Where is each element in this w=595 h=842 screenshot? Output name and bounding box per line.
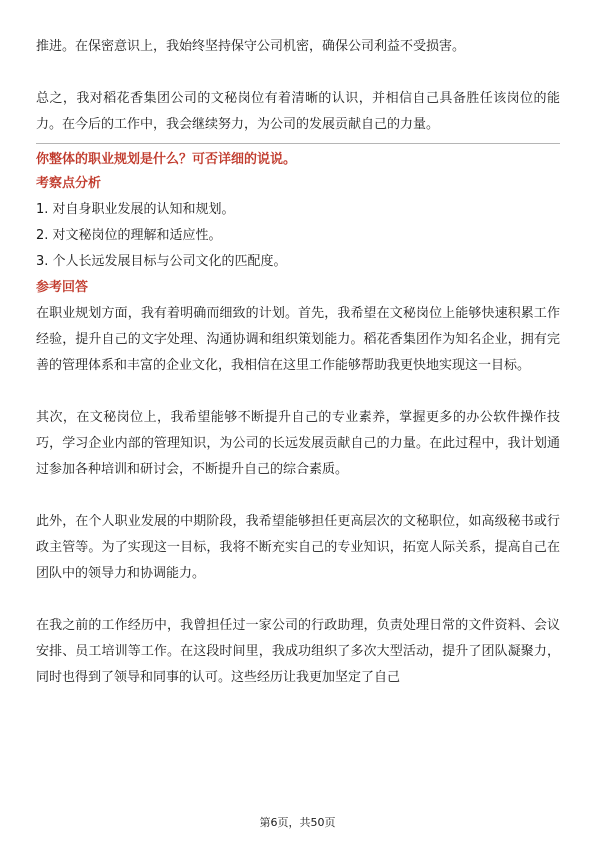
body-paragraph: 推进。在保密意识上，我始终坚持保守公司机密，确保公司利益不受损害。 — [36, 39, 466, 54]
answer-paragraph: 其次，在文秘岗位上，我希望能够不断提升自己的专业素养，掌握更多的办公软件操作技巧，学习企业内部的管理知识，为公司的长远发展贡献自己的力量。在此过程中，我计划通过参加各种培训和研讨会，不断提升自己的综合素质。 — [36, 410, 560, 477]
analysis-item: 1. 对自身职业发展的认知和规划。 — [36, 202, 235, 217]
answer-title: 参考回答 — [36, 280, 89, 295]
analysis-item: 3. 个人长远发展目标与公司文化的匹配度。 — [36, 254, 287, 269]
question-heading: 你整体的职业规划是什么？可否详细的说说。 — [36, 152, 297, 167]
page-content — [36, 34, 560, 691]
page-number: 第6页，共50页 — [259, 816, 336, 829]
paragraph-gap — [36, 60, 560, 86]
analysis-title: 考察点分析 — [36, 176, 102, 191]
paragraph-gap — [36, 379, 560, 405]
analysis-list — [36, 197, 560, 275]
answer-paragraph: 在职业规划方面，我有着明确而细致的计划。首先，我希望在文秘岗位上能够快速积累工作经验，提升自己的文字处理、沟通协调和组织策划能力。稻花香集团作为知名企业，拥有完善的管理体系和丰富的企业文化，我相信在这里工作能够帮助我更快地实现这一目标。 — [36, 306, 560, 373]
body-paragraph: 总之，我对稻花香集团公司的文秘岗位有着清晰的认识，并相信自己具备胜任该岗位的能力。在今后的工作中，我会继续努力，为公司的发展贡献自己的力量。 — [36, 91, 560, 132]
analysis-item: 2. 对文秘岗位的理解和适应性。 — [36, 228, 222, 243]
section-divider — [36, 143, 560, 144]
paragraph-gap — [36, 483, 560, 509]
answer-paragraph: 在我之前的工作经历中，我曾担任过一家公司的行政助理，负责处理日常的文件资料、会议安排、员工培训等工作。在这段时间里，我成功组织了多次大型活动，提升了团队凝聚力，同时也得到了领导和同事的认可。这些经历让我更加坚定了自己 — [36, 618, 560, 685]
paragraph-gap — [36, 587, 560, 613]
answer-paragraph: 此外，在个人职业发展的中期阶段，我希望能够担任更高层次的文秘职位，如高级秘书或行政主管等。为了实现这一目标，我将不断充实自己的专业知识，拓宽人际关系，提高自己在团队中的领导力和协调能力。 — [36, 514, 560, 581]
